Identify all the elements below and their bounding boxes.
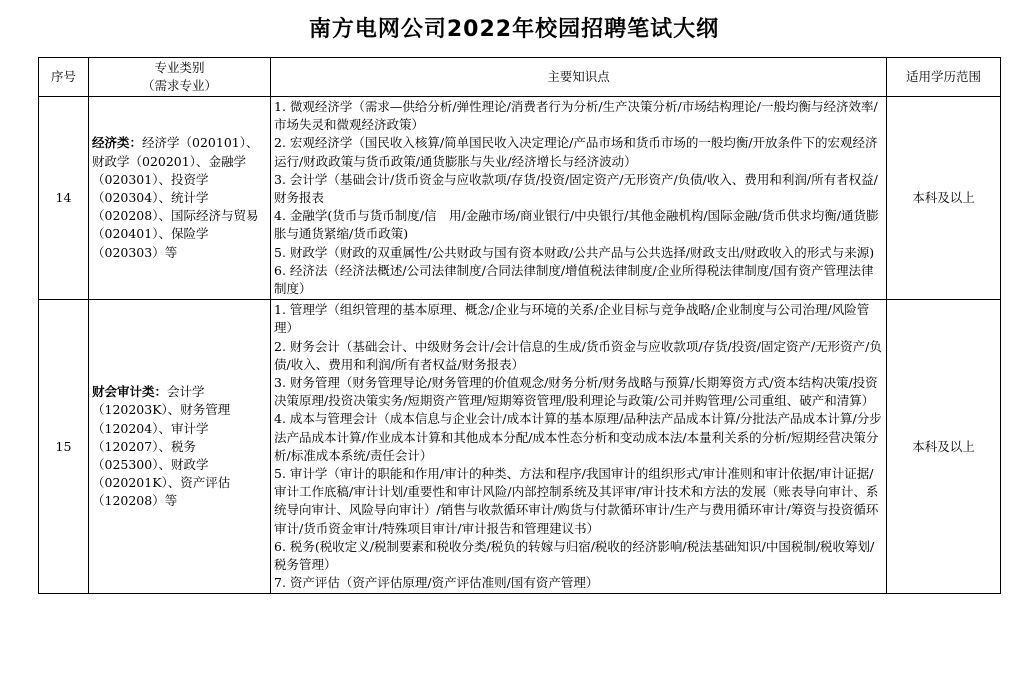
knowledge-point: 2. 财务会计（基础会计、中级财务会计/会计信息的生成/货币资金与应收款项/存货/投资/固定资产/无形资产/负债/收入、费用和利润/所有者权益/财务报表） xyxy=(274,338,882,372)
major-category: 财会审计类： xyxy=(92,384,168,400)
header-scope: 适用学历范围 xyxy=(887,58,1001,97)
knowledge-point: 4. 成本与管理会计（成本信息与企业会计/成本计算的基本原理/品种法产品成本计算/分批法产品成本计算/分步法产品成本计算/作业成本计算和其他成本分配/成本性态分析和变动成本法/本量利关系的分析/短期经营决策分析/标准成本系统/责任会计） xyxy=(274,411,882,463)
knowledge-point: 4. 金融学(货币与货币制度/信 用/金融市场/商业银行/中央银行/其他金融机构/国际金融/货币供求均衡/通货膨胀与通货紧缩/货币政策) xyxy=(274,208,879,242)
knowledge-point: 2. 宏观经济学（国民收入核算/简单国民收入决定理论/产品市场和货币市场的一般均衡/开放条件下的宏观经济运行/财政政策与货币政策/通货膨胀与失业/经济增长与经济波动） xyxy=(274,135,878,169)
row-points xyxy=(271,300,887,594)
row-major xyxy=(89,300,271,594)
row-scope: 本科及以上 xyxy=(887,300,1001,594)
knowledge-point: 5. 财政学（财政的双重属性/公共财政与国有资本财政/公共产品与公共选择/财政支出/财政收入的形式与来源) xyxy=(274,244,875,260)
knowledge-point: 3. 财务管理（财务管理导论/财务管理的价值观念/财务分析/财务战略与预算/长期筹资方式/资本结构决策/投资决策原理/投资决策实务/短期资产管理/短期筹资管理/股利理论与政策/公司并购管理/公司重组、破产和清算） xyxy=(274,375,878,409)
major-category: 经济类： xyxy=(92,135,143,151)
knowledge-point: 5. 审计学（审计的职能和作用/审计的种类、方法和程序/我国审计的组织形式/审计准则和审计依据/审计证据/审计工作底稿/审计计划/重要性和审计风险/内部控制系统及其评审/审计技术和方法的发展（账表导向审计、系统导向审计、风险导向审计）/销售与收款循环审计/购货与付款循环审计/生产与费用循环审计/筹资与投资循环审计/货币资金审计/特殊项目审计/审计报告和管理建议书） xyxy=(274,466,879,536)
row-seq: 14 xyxy=(39,97,89,300)
knowledge-point: 6. 税务(税收定义/税制要素和税收分类/税负的转嫁与归宿/税收的经济影响/税法基础知识/中国税制/税收筹划/税务管理） xyxy=(274,538,875,573)
knowledge-point: 1. 管理学（组织管理的基本原理、概念/企业与环境的关系/企业目标与竞争战略/企业制度与公司治理/风险管理） xyxy=(274,302,870,336)
knowledge-point: 7. 资产评估（资产评估原理/资产评估准则/国有资产管理） xyxy=(274,575,599,591)
knowledge-point: 1. 微观经济学（需求—供给分析/弹性理论/消费者行为分析/生产决策分析/市场结构理论/一般均衡与经济效率/市场失灵和微观经济政策） xyxy=(274,99,878,133)
row-seq: 15 xyxy=(39,300,89,594)
row-scope: 本科及以上 xyxy=(887,97,1001,300)
table-row xyxy=(39,300,1001,594)
document-title: 南方电网公司2022年校园招聘笔试大纲 xyxy=(308,17,720,42)
row-points xyxy=(271,97,887,300)
header-points: 主要知识点 xyxy=(271,58,887,97)
header-seq: 序号 xyxy=(39,58,89,97)
header-major xyxy=(89,58,271,97)
knowledge-point: 6. 经济法（经济法概述/公司法律制度/合同法律制度/增值税法律制度/企业所得税法律制度/国有资产管理法律制度） xyxy=(274,262,874,297)
table-row xyxy=(39,97,1001,300)
major-list: 会计学（120203K）、财务管理（120204）、审计学（120207）、税务（025300）、财政学（020201K）、资产评估（120208）等 xyxy=(92,384,231,509)
syllabus-table xyxy=(38,57,1001,594)
knowledge-point: 3. 会计学（基础会计/货币资金与应收款项/存货/投资/固定资产/无形资产/负债/收入、费用和利润/所有者权益/财务报表 xyxy=(274,171,878,206)
major-list: 经济学（020101）、财政学（020201）、金融学（020301）、投资学（020304）、统计学（020208）、国际经济与贸易（020401）、保险学（020303）等 xyxy=(92,135,259,260)
row-major xyxy=(89,97,271,300)
table-header-row xyxy=(39,58,1001,97)
header-major-line1: 专业类别 xyxy=(154,59,205,75)
header-major-line2: （需求专业） xyxy=(141,78,217,93)
